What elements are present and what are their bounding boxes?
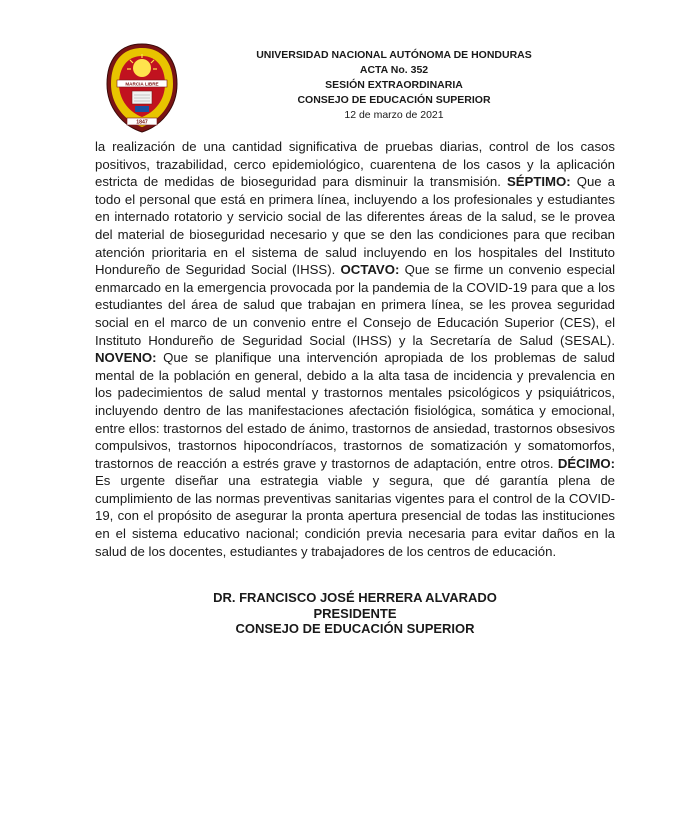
paragraph-text: Que se planifique una intervención apropiada de los problemas de salud mental de la población en general, debido a la alta tasa de incidencia y prevalencia en los padecimientos de salud mental y trastornos mentales psicológicos y psiquiátricos, incluyendo dentro de las manifestaciones afectación fisiológica, somática y emocional, entre ellos: trastornos del estado de ánimo, trastornos de ansiedad, trastornos obsesivos compulsivos, trastornos hipocondríacos, trastornos de somatización y somatomorfos, trastornos de reacción a estrés grave y trastornos de adaptación, entre otros. (95, 350, 615, 471)
signatory-role: PRESIDENTE (313, 605, 397, 621)
paragraph-text: Que a todo el personal que está en primera línea, incluyendo a los profesionales y estudiantes en internado rotatorio y servicio social de las diferentes áreas de la salud, se le provea del material de bioseguridad necesario y que se den las condiciones para que reciban atención prioritaria en el sistema de salud incluyendo en los hospitales del Instituto Hondureño de Seguridad Social (IHSS). (95, 174, 615, 278)
paragraph-text: Es urgente diseñar una estrategia viable y segura, que dé garantía plena de cumplimiento de las normas preventivas sanitarias vigentes para el control de la COVID-19, con el propósito de asegurar la pronta apertura presencial de todas las instituciones en el sistema educativo nacional; condición previa necesaria para evitar daños en la salud de los docentes, estudiantes y trabajadores de los centros de educación. (95, 473, 615, 559)
acta-number: ACTA No. 352 (359, 64, 429, 76)
paragraph-text: la realización de una cantidad significativa de pruebas diarias, control de los casos positivos, trazabilidad, cerco epidemiológico, cuarentena de los casos y la aplicación estricta de medidas de bioseguridad para disminuir la transmisión. (95, 139, 615, 190)
seal-ribbon-text: MARCIA LIBRE (125, 81, 159, 87)
section-heading: NOVENO: (95, 350, 157, 366)
seal-year: 1847 (136, 119, 148, 126)
section-heading: SÉPTIMO: (506, 174, 571, 190)
signature-block (95, 590, 615, 637)
body-paragraph (95, 138, 615, 560)
council-name: CONSEJO DE EDUCACIÓN SUPERIOR (297, 94, 491, 106)
document-date: 12 de marzo de 2021 (344, 109, 444, 121)
session-type: SESIÓN EXTRAORDINARIA (325, 79, 463, 91)
signatory-organization: CONSEJO DE EDUCACIÓN SUPERIOR (235, 621, 475, 636)
signatory-name: DR. FRANCISCO JOSÉ HERRERA ALVARADO (213, 590, 497, 605)
paragraph-text: Que se firme un convenio especial enmarcado en la emergencia provocada por la pandemia de la COVID-19 para que a los estudiantes del área de salud que trabajan en primera línea, se les provea seguridad social en el marco de un convenio entre el Consejo de Educación Superior (CES), el Instituto Hondureño de Seguridad Social (IHSS) y la Secretaría de Salud (SESAL). (95, 262, 615, 348)
section-heading: OCTAVO: (340, 262, 400, 278)
section-heading: DÉCIMO: (557, 455, 615, 471)
university-name: UNIVERSIDAD NACIONAL AUTÓNOMA DE HONDURAS (256, 49, 532, 61)
university-seal-logo (105, 42, 179, 134)
document-header (0, 0, 700, 130)
header-text-block (234, 48, 554, 123)
